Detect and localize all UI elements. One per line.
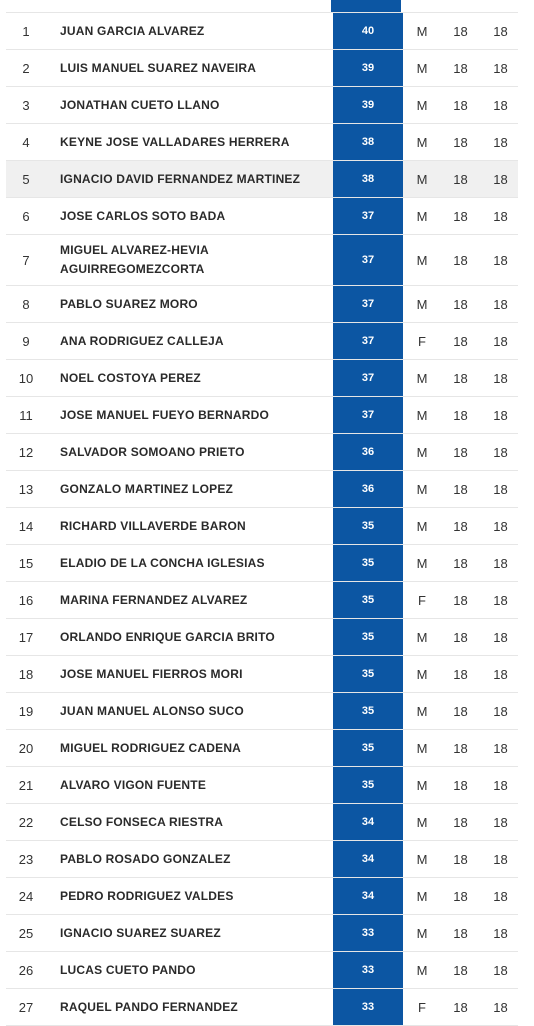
player-name-cell xyxy=(46,998,333,1017)
rank-cell: 2 xyxy=(22,60,30,76)
gender-cell: M xyxy=(416,481,428,497)
stat-cell-2: 18 xyxy=(493,925,508,941)
player-name-line: JOSE CARLOS SOTO BADA xyxy=(60,208,226,223)
rank-cell: 4 xyxy=(22,134,30,150)
stat-cell-2: 18 xyxy=(493,23,508,39)
stat-cell-2: 18 xyxy=(493,208,508,224)
stat-cell-1: 18 xyxy=(453,370,468,386)
stat-cell-2: 18 xyxy=(493,481,508,497)
stat-cell-2: 18 xyxy=(493,999,508,1015)
gender-cell: F xyxy=(418,999,426,1015)
score-cell: 35 xyxy=(333,508,403,544)
stat-cell-1: 18 xyxy=(453,407,468,423)
table-row[interactable] xyxy=(6,323,518,360)
score-cell: 34 xyxy=(333,804,403,840)
stat-cell-1: 18 xyxy=(453,962,468,978)
stat-cell-1: 18 xyxy=(453,851,468,867)
stat-cell-2: 18 xyxy=(493,333,508,349)
table-row[interactable] xyxy=(6,767,518,804)
table-row[interactable] xyxy=(6,13,518,50)
stat-cell-2: 18 xyxy=(493,296,508,312)
table-row[interactable] xyxy=(6,878,518,915)
table-row[interactable] xyxy=(6,952,518,989)
player-name-line: JUAN MANUEL ALONSO SUCO xyxy=(60,703,244,718)
table-row[interactable] xyxy=(6,508,518,545)
gender-cell: M xyxy=(416,252,428,268)
stat-cell-2: 18 xyxy=(493,703,508,719)
player-name-cell xyxy=(46,702,333,721)
player-name-line: ELADIO DE LA CONCHA IGLESIAS xyxy=(60,555,265,570)
gender-cell: M xyxy=(416,888,428,904)
player-name-cell xyxy=(46,850,333,869)
player-name-cell xyxy=(46,517,333,536)
stat-cell-2: 18 xyxy=(493,555,508,571)
stat-cell-1: 18 xyxy=(453,629,468,645)
stat-cell-1: 18 xyxy=(453,777,468,793)
rank-cell: 18 xyxy=(18,666,34,682)
stat-cell-1: 18 xyxy=(453,555,468,571)
stat-cell-2: 18 xyxy=(493,888,508,904)
score-cell: 37 xyxy=(333,397,403,433)
score-cell: 38 xyxy=(333,124,403,160)
score-cell: 35 xyxy=(333,656,403,692)
rank-cell: 12 xyxy=(18,444,34,460)
player-name-line: RAQUEL PANDO FERNANDEZ xyxy=(60,999,238,1014)
rank-cell: 26 xyxy=(18,962,34,978)
player-name-line: LUCAS CUETO PANDO xyxy=(60,962,196,977)
table-row[interactable] xyxy=(6,841,518,878)
stat-cell-2: 18 xyxy=(493,134,508,150)
gender-cell: M xyxy=(416,666,428,682)
rank-cell: 19 xyxy=(18,703,34,719)
stat-cell-1: 18 xyxy=(453,97,468,113)
player-name-cell xyxy=(46,22,333,41)
gender-cell: M xyxy=(416,444,428,460)
score-cell: 40 xyxy=(333,13,403,49)
rank-cell: 8 xyxy=(22,296,30,312)
player-name-cell xyxy=(46,480,333,499)
stat-cell-1: 18 xyxy=(453,60,468,76)
table-row[interactable] xyxy=(6,471,518,508)
score-cell: 35 xyxy=(333,693,403,729)
player-name-cell xyxy=(46,554,333,573)
stat-cell-2: 18 xyxy=(493,851,508,867)
rank-cell: 14 xyxy=(18,518,34,534)
table-row[interactable] xyxy=(6,582,518,619)
player-name-line: KEYNE JOSE VALLADARES HERRERA xyxy=(60,134,290,149)
gender-cell: M xyxy=(416,703,428,719)
player-name-line: MIGUEL RODRIGUEZ CADENA xyxy=(60,740,242,755)
player-name-line: MARINA FERNANDEZ ALVAREZ xyxy=(60,592,248,607)
rank-cell: 6 xyxy=(22,208,30,224)
stat-cell-2: 18 xyxy=(493,407,508,423)
score-cell: 37 xyxy=(333,198,403,234)
gender-cell: M xyxy=(416,962,428,978)
player-name-line: PEDRO RODRIGUEZ VALDES xyxy=(60,888,234,903)
stat-cell-2: 18 xyxy=(493,962,508,978)
table-body xyxy=(0,13,534,1026)
score-cell: 33 xyxy=(333,915,403,951)
score-cell: 37 xyxy=(333,360,403,396)
player-name-cell xyxy=(46,170,333,189)
table-row[interactable] xyxy=(6,235,518,286)
score-cell: 35 xyxy=(333,767,403,803)
score-cell: 38 xyxy=(333,161,403,197)
player-name-line: MIGUEL ALVAREZ-HEVIA xyxy=(60,243,209,257)
player-name-cell xyxy=(46,133,333,152)
table-row[interactable] xyxy=(6,198,518,235)
score-cell: 36 xyxy=(333,434,403,470)
gender-cell: M xyxy=(416,296,428,312)
table-row[interactable] xyxy=(6,161,518,198)
gender-cell: F xyxy=(418,333,426,349)
player-name-cell xyxy=(46,924,333,943)
rank-cell: 3 xyxy=(22,97,30,113)
stat-cell-2: 18 xyxy=(493,518,508,534)
score-column-top xyxy=(331,0,401,12)
player-name-line: SALVADOR SOMOANO PRIETO xyxy=(60,444,245,459)
gender-cell: M xyxy=(416,134,428,150)
gender-cell: M xyxy=(416,407,428,423)
gender-cell: M xyxy=(416,370,428,386)
gender-cell: M xyxy=(416,925,428,941)
rank-cell: 21 xyxy=(18,777,34,793)
rank-cell: 5 xyxy=(22,171,30,187)
gender-cell: M xyxy=(416,208,428,224)
stat-cell-1: 18 xyxy=(453,814,468,830)
player-name-cell xyxy=(46,369,333,388)
stat-cell-2: 18 xyxy=(493,629,508,645)
score-cell: 34 xyxy=(333,878,403,914)
score-cell: 36 xyxy=(333,471,403,507)
score-cell: 35 xyxy=(333,619,403,655)
player-name-cell xyxy=(46,443,333,462)
table-row[interactable] xyxy=(6,545,518,582)
player-name-line: ORLANDO ENRIQUE GARCIA BRITO xyxy=(60,629,275,644)
stat-cell-1: 18 xyxy=(453,703,468,719)
player-name-line: JUAN GARCIA ALVAREZ xyxy=(60,23,205,38)
player-name-line: PABLO SUAREZ MORO xyxy=(60,296,198,311)
score-cell: 35 xyxy=(333,730,403,766)
score-cell: 37 xyxy=(333,323,403,359)
gender-cell: M xyxy=(416,518,428,534)
rank-cell: 17 xyxy=(18,629,34,645)
stat-cell-1: 18 xyxy=(453,592,468,608)
table-row[interactable] xyxy=(6,360,518,397)
stat-cell-2: 18 xyxy=(493,97,508,113)
rank-cell: 16 xyxy=(18,592,34,608)
stat-cell-1: 18 xyxy=(453,444,468,460)
table-row[interactable] xyxy=(6,989,518,1026)
player-name-cell xyxy=(46,59,333,78)
player-name-cell xyxy=(46,332,333,351)
gender-cell: M xyxy=(416,629,428,645)
player-name-cell xyxy=(46,961,333,980)
stat-cell-1: 18 xyxy=(453,518,468,534)
gender-cell: M xyxy=(416,777,428,793)
gender-cell: M xyxy=(416,23,428,39)
player-name-cell xyxy=(46,241,333,279)
rank-cell: 13 xyxy=(18,481,34,497)
rank-cell: 24 xyxy=(18,888,34,904)
player-name-line: JOSE MANUEL FIERROS MORI xyxy=(60,666,243,681)
stat-cell-1: 18 xyxy=(453,252,468,268)
score-cell: 37 xyxy=(333,235,403,285)
rank-cell: 27 xyxy=(18,999,34,1015)
stat-cell-1: 18 xyxy=(453,23,468,39)
player-name-line-2: AGUIRREGOMEZCORTA xyxy=(60,262,205,276)
score-cell: 35 xyxy=(333,582,403,618)
table-row[interactable] xyxy=(6,124,518,161)
table-row[interactable] xyxy=(6,397,518,434)
score-cell: 39 xyxy=(333,87,403,123)
score-cell: 37 xyxy=(333,286,403,322)
table-row[interactable] xyxy=(6,50,518,87)
gender-cell: M xyxy=(416,740,428,756)
table-row[interactable] xyxy=(6,286,518,323)
player-name-cell xyxy=(46,665,333,684)
player-name-line: IGNACIO DAVID FERNANDEZ MARTINEZ xyxy=(60,171,301,186)
stat-cell-2: 18 xyxy=(493,171,508,187)
stat-cell-2: 18 xyxy=(493,444,508,460)
player-name-cell xyxy=(46,739,333,758)
table-row[interactable] xyxy=(6,434,518,471)
stat-cell-1: 18 xyxy=(453,208,468,224)
gender-cell: M xyxy=(416,814,428,830)
stat-cell-1: 18 xyxy=(453,171,468,187)
player-name-line: IGNACIO SUAREZ SUAREZ xyxy=(60,925,221,940)
player-name-cell xyxy=(46,96,333,115)
player-name-line: CELSO FONSECA RIESTRA xyxy=(60,814,224,829)
stat-cell-2: 18 xyxy=(493,252,508,268)
gender-cell: M xyxy=(416,171,428,187)
rank-cell: 22 xyxy=(18,814,34,830)
table-row[interactable] xyxy=(6,656,518,693)
player-name-line: ANA RODRIGUEZ CALLEJA xyxy=(60,333,224,348)
player-name-cell xyxy=(46,406,333,425)
player-name-cell xyxy=(46,887,333,906)
stat-cell-2: 18 xyxy=(493,60,508,76)
rank-cell: 20 xyxy=(18,740,34,756)
player-name-line: ALVARO VIGON FUENTE xyxy=(60,777,207,792)
player-name-line: RICHARD VILLAVERDE BARON xyxy=(60,518,246,533)
stat-cell-2: 18 xyxy=(493,777,508,793)
stat-cell-1: 18 xyxy=(453,296,468,312)
player-name-line: GONZALO MARTINEZ LOPEZ xyxy=(60,481,234,496)
table-top-edge xyxy=(6,0,518,13)
stat-cell-2: 18 xyxy=(493,814,508,830)
score-cell: 33 xyxy=(333,952,403,988)
table-row[interactable] xyxy=(6,619,518,656)
stat-cell-1: 18 xyxy=(453,740,468,756)
stat-cell-2: 18 xyxy=(493,592,508,608)
table-row[interactable] xyxy=(6,730,518,767)
gender-cell: M xyxy=(416,97,428,113)
player-name-line: PABLO ROSADO GONZALEZ xyxy=(60,851,231,866)
stat-cell-1: 18 xyxy=(453,666,468,682)
player-name-line: JOSE MANUEL FUEYO BERNARDO xyxy=(60,407,270,422)
rank-cell: 25 xyxy=(18,925,34,941)
stat-cell-1: 18 xyxy=(453,925,468,941)
rank-cell: 11 xyxy=(19,407,33,423)
table-row[interactable] xyxy=(6,693,518,730)
player-name-line: JONATHAN CUETO LLANO xyxy=(60,97,220,112)
stat-cell-1: 18 xyxy=(453,481,468,497)
player-name-cell xyxy=(46,776,333,795)
score-cell: 33 xyxy=(333,989,403,1025)
rank-cell: 9 xyxy=(22,333,30,349)
score-cell: 39 xyxy=(333,50,403,86)
player-name-cell xyxy=(46,813,333,832)
rank-cell: 15 xyxy=(18,555,34,571)
gender-cell: M xyxy=(416,60,428,76)
stat-cell-1: 18 xyxy=(453,333,468,349)
rank-cell: 23 xyxy=(18,851,34,867)
stat-cell-1: 18 xyxy=(453,999,468,1015)
player-name-cell xyxy=(46,207,333,226)
gender-cell: F xyxy=(418,592,426,608)
stat-cell-2: 18 xyxy=(493,370,508,386)
rank-cell: 7 xyxy=(22,252,30,268)
player-name-cell xyxy=(46,628,333,647)
gender-cell: M xyxy=(416,555,428,571)
stat-cell-2: 18 xyxy=(493,740,508,756)
player-name-cell xyxy=(46,591,333,610)
player-name-cell xyxy=(46,295,333,314)
rank-cell: 10 xyxy=(18,370,34,386)
table-row[interactable] xyxy=(6,915,518,952)
score-cell: 34 xyxy=(333,841,403,877)
stat-cell-1: 18 xyxy=(453,888,468,904)
stat-cell-2: 18 xyxy=(493,666,508,682)
player-name-line: LUIS MANUEL SUAREZ NAVEIRA xyxy=(60,60,257,75)
stat-cell-1: 18 xyxy=(453,134,468,150)
player-name-line: NOEL COSTOYA PEREZ xyxy=(60,370,201,385)
table-row[interactable] xyxy=(6,87,518,124)
score-cell: 35 xyxy=(333,545,403,581)
gender-cell: M xyxy=(416,851,428,867)
table-row[interactable] xyxy=(6,804,518,841)
rank-cell: 1 xyxy=(22,23,30,39)
